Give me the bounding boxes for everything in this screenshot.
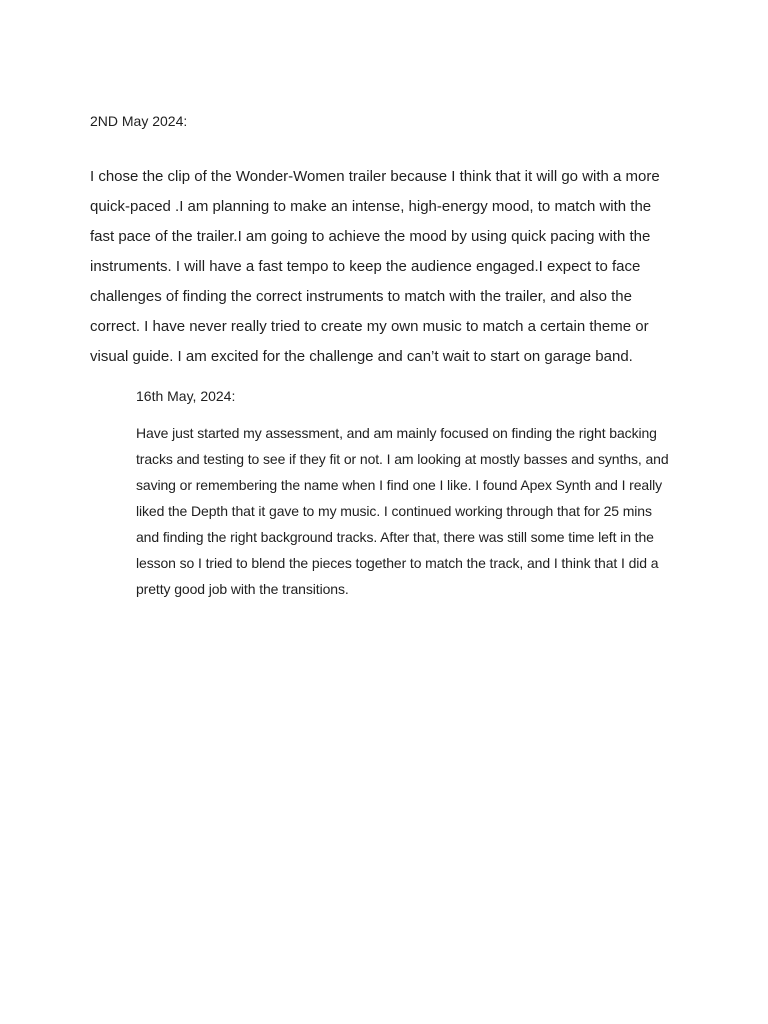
entry-paragraph	[136, 420, 696, 602]
paragraph-line: lesson so I tried to blend the pieces together to match the track, and I think that I did a	[136, 555, 659, 571]
paragraph-line: tracks and testing to see if they fit or not. I am looking at mostly basses and synths, and	[136, 451, 669, 467]
paragraph-line: I chose the clip of the Wonder-Women trailer because I think that it will go with a more	[90, 168, 660, 185]
entry-paragraph	[90, 162, 682, 372]
entry-date: 2ND May 2024:	[90, 113, 188, 129]
paragraph-line: Have just started my assessment, and am mainly focused on finding the right backing	[136, 425, 657, 441]
paragraph-line: challenges of finding the correct instruments to match with the trailer, and also the	[90, 288, 632, 305]
paragraph-line: liked the Depth that it gave to my music. I continued working through that for 25 mins	[136, 503, 652, 519]
paragraph-line: saving or remembering the name when I find one I like. I found Apex Synth and I really	[136, 477, 663, 493]
entry-date: 16th May, 2024:	[136, 388, 236, 404]
paragraph-line: and finding the right background tracks. After that, there was still some time left in the	[136, 529, 654, 545]
paragraph-line: visual guide. I am excited for the challenge and can’t wait to start on garage band.	[90, 348, 633, 365]
paragraph-line: instruments. I will have a fast tempo to keep the audience engaged.I expect to face	[90, 258, 641, 275]
paragraph-line: correct. I have never really tried to create my own music to match a certain theme or	[90, 318, 649, 335]
paragraph-line: pretty good job with the transitions.	[136, 581, 349, 597]
paragraph-line: fast pace of the trailer.I am going to achieve the mood by using quick pacing with the	[90, 228, 651, 245]
paragraph-line: quick-paced .I am planning to make an intense, high-energy mood, to match with the	[90, 198, 652, 215]
